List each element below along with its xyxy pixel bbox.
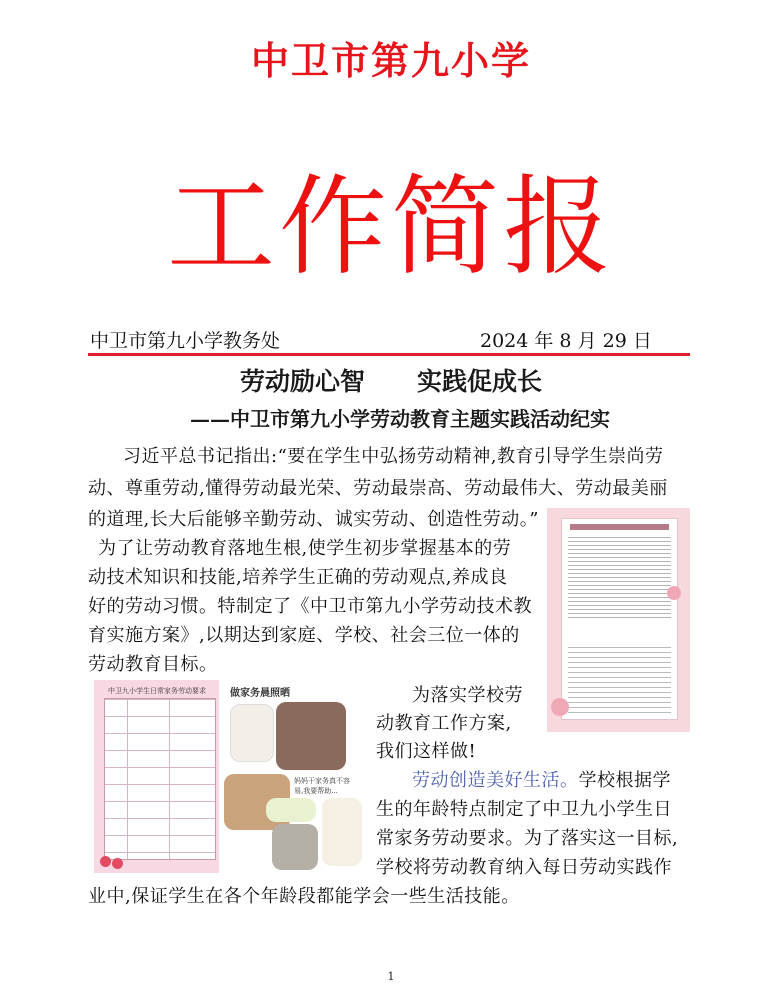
body-line: 动、尊重劳动,懂得劳动最光荣、劳动最崇高、劳动最伟大、劳动最美丽	[88, 478, 668, 499]
headline-part-1: 劳动励心智	[239, 367, 365, 396]
header-rule	[88, 353, 690, 356]
cherry-icon	[100, 856, 111, 867]
document-text-block	[568, 647, 671, 713]
body-line: 生的年龄特点制定了中卫九小学生日	[376, 799, 672, 820]
bulletin-title: 工作简报	[166, 165, 615, 290]
publication-date: 2024 年 8 月 29 日	[480, 330, 652, 352]
flower-decoration-icon	[551, 698, 569, 716]
document-heading-bar	[570, 524, 669, 530]
issuer: 中卫市第九小学教务处	[90, 330, 281, 352]
implementation-plan-document-photo	[547, 508, 690, 732]
student-mopping-photo	[272, 824, 318, 870]
flower-decoration-icon	[667, 586, 681, 600]
article-headline	[0, 362, 782, 398]
body-line: 为落实学校劳	[412, 685, 523, 706]
body-line: 好的劳动习惯。特制定了《中卫市第九小学劳动技术教	[88, 596, 532, 617]
document-text-block	[568, 537, 671, 621]
school-title: 中卫市第九小学	[250, 38, 531, 83]
handwritten-poem-card	[322, 798, 362, 866]
body-line-tail: 学校根据学	[578, 770, 671, 791]
headline-part-2: 实践促成长	[417, 367, 543, 396]
student-washing-dishes-photo	[276, 702, 346, 770]
body-line: 育实施方案》,以期达到家庭、学校、社会三位一体的	[88, 625, 520, 646]
body-line: 学校将劳动教育纳入每日劳动实践作	[376, 857, 672, 878]
body-line: 动技术知识和技能,培养学生正确的劳动观点,养成良	[88, 567, 508, 588]
body-line: 劳动教育目标。	[88, 654, 218, 675]
body-line: 业中,保证学生在各个年龄段都能学会一些生活技能。	[88, 886, 520, 907]
page-number: 1	[387, 970, 395, 983]
article-subheadline: ——中卫市第九小学劳动教育主题实践活动纪实	[190, 407, 610, 431]
body-line: 常家务劳动要求。为了落实这一目标,	[376, 828, 679, 849]
chore-checklist-card	[230, 704, 274, 762]
chores-requirements-table	[104, 698, 216, 860]
household-chores-collage	[94, 680, 364, 873]
body-line	[412, 767, 671, 795]
chores-table-title: 中卫九小学生日常家务劳动要求	[108, 687, 206, 695]
cherry-icon	[112, 858, 123, 869]
body-line: 动教育工作方案,	[376, 713, 512, 734]
document-sheet	[561, 518, 678, 720]
highlight-phrase: 劳动创造美好生活。	[412, 770, 579, 791]
body-line: 为了让劳动教育落地生根,使学生初步掌握基本的劳	[98, 538, 512, 559]
collage-sticker	[266, 798, 316, 822]
body-line: 的道理,长大后能够辛勤劳动、诚实劳动、创造性劳动。”	[88, 509, 539, 530]
collage-banner: 做家务晨照晒	[230, 688, 290, 699]
collage-note: 妈妈干家务真不容易,我要帮助...	[294, 777, 350, 795]
body-line: 习近平总书记指出:“要在学生中弘扬劳动精神,教育引导学生崇尚劳	[123, 446, 664, 467]
body-line: 我们这样做!	[376, 741, 477, 762]
